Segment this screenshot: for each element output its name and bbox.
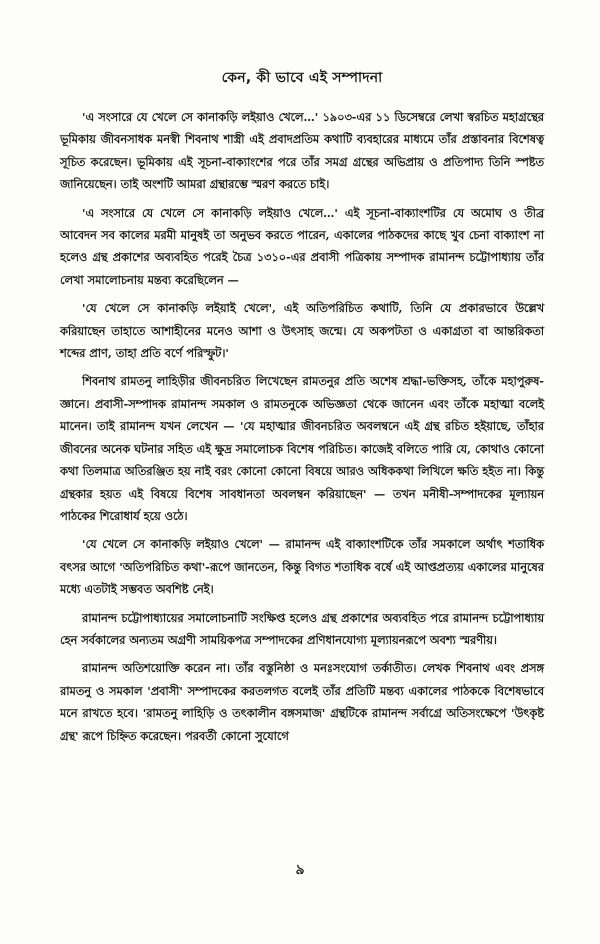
paragraph: 'এ সংসারে যে খেলে সে কানাকড়ি লইয়াও খেলে…' এই সূচনা-বাক্যাংশটির যে অমোঘ ও তীব্র আবেদন সব কালের মরমী মানুষই তা অনুভব করতে পারেন, একালের পাঠকদের কাছে খুব চেনা বাক্যাংশ না হলেও গ্রন্থ প্রকাশের অব্যবহিত পরেই চৈত্র ১৩১০-এর প্রবাসী পত্রিকায় সম্পাদক রামানন্দ চট্টোপাধ্যায় তাঁর লেখা সমালোচনায় মন্তব্য করেছিলেন — (60, 205, 544, 287)
paragraph: শিবনাথ রামতনু লাহিড়ীর জীবনচরিত লিখেছেন রামতনুর প্রতি অশেষ শ্রদ্ধা-ভক্তিসহ, তাঁকে মহাপুরুষ-জ্ঞানে। প্রবাসী-সম্পাদক রামানন্দ সমকাল ও রামতনুকে অভিজ্ঞতা থেকে জানেন এবং তাঁকে মহাত্মা বলেই মানেন। তাই রামানন্দ যখন লেখেন — 'যে মহাত্মার জীবনচরিত অবলম্বনে এই গ্রন্থ রচিত হইয়াছে, তাঁহার জীবনের অনেক ঘটনার সহিত এই ক্ষুদ্র সমালোচক বিশেষ পরিচিত। কাজেই বলিতে পারি যে, কোথাও কোনো কথা তিলমাত্র অতিরঞ্জিত হয় নাই বরং কোনো কোনো বিষয়ে আরও অধিককথা লিখিলে ক্ষতি হইত না। কিন্তু গ্রন্থকার হয়ত এই বিষয়ে বিশেষ সাবধানতা অবলম্বন করিয়াছেন' — তখন মনীষী-সম্পাদকের মূল্যায়ন পাঠকের শিরোধার্য হয়ে ওঠে। (60, 374, 544, 523)
body-text (60, 106, 544, 747)
page-number: ৯ (295, 862, 305, 878)
paragraph: রামানন্দ অতিশয়োক্তি করেন না। তাঁর বস্তুনিষ্ঠা ও মনঃসংযোগ তর্কাতীত। লেখক শিবনাথ এবং প্রসঙ্গ রামতনু ও সমকাল 'প্রবাসী' সম্পাদকের করতলগত বলেই তাঁর প্রতিটি মন্তব্য একালের পাঠককে বিশেষভাবে মনে রাখতে হবে। 'রামতনু লাহিড়ি ও তৎকালীন বঙ্গসমাজ' গ্রন্থটিকে রামানন্দ সর্বাগ্রে অতিসংক্ষেপে 'উৎকৃষ্ট গ্রন্থ' রূপে চিহ্নিত করেছেন। পরবর্তী কোনো সুযোগে (60, 661, 544, 743)
paragraph: 'যে খেলে সে কানাকড়ি লইয়াও খেলে' — রামানন্দ এই বাক্যাংশটিকে তাঁর সমকালে অর্থাৎ শতাধিক বৎসর আগে 'অতিপরিচিত কথা'-রূপে জানতেন, কিন্তু বিগত শতাধিক বর্ষে এই আপ্তপ্রত্যয় একালের মানুষের মধ্যে এতটাই সম্ভবত অবশিষ্ট নেই। (60, 537, 544, 597)
paragraph: 'এ সংসারে যে খেলে সে কানাকড়ি লইয়াও খেলে…' ১৯০৩-এর ১১ ডিসেম্বরে লেখা স্বরচিত মহাগ্রন্থের ভূমিকায় জীবনসাধক মনস্বী শিবনাথ শাস্ত্রী এই প্রবাদপ্রতিম কথাটি ব্যবহারের মাধ্যমে তাঁর প্রস্তাবনার বিশেষত্ব সূচিত করেছেন। ভূমিকায় এই সূচনা-বাক্যাংশের পরে তাঁর সমগ্র গ্রন্থের অভিপ্রায় ও প্রতিপাদ্য তিনি স্পষ্টত জানিয়েছেন। তাই অংশটি আমরা গ্রন্থারম্ভে স্মরণ করতে চাই। (60, 110, 544, 192)
page-heading: কেন, কী ভাবে এই সম্পাদনা (221, 70, 383, 86)
paragraph: 'যে খেলে সে কানাকড়ি লইয়াই খেলে', এই অতিপরিচিত কথাটি, তিনি যে প্রকারভাবে উল্লেখ করিয়াছেন তাহাতে আশাহীনের মনেও আশা ও উৎসাহ জন্মে। যে অকপটতা ও একাগ্রতা বা আন্তরিকতা শব্দের প্রাণ, তাহা প্রতি বর্ণে পরিস্ফুট।' (60, 301, 544, 361)
paragraph: রামানন্দ চট্টোপাধ্যায়ের সমালোচনাটি সংক্ষিপ্ত হলেও গ্রন্থ প্রকাশের অব্যবহিত পরে রামানন্দ চট্টোপাধ্যায় হেন সর্বকালের অন্যতম অগ্রণী সাময়িকপত্র সম্পাদকের প্রণিধানযোগ্য মূল্যায়নরূপে অবশ্য স্মরণীয়। (60, 610, 544, 647)
